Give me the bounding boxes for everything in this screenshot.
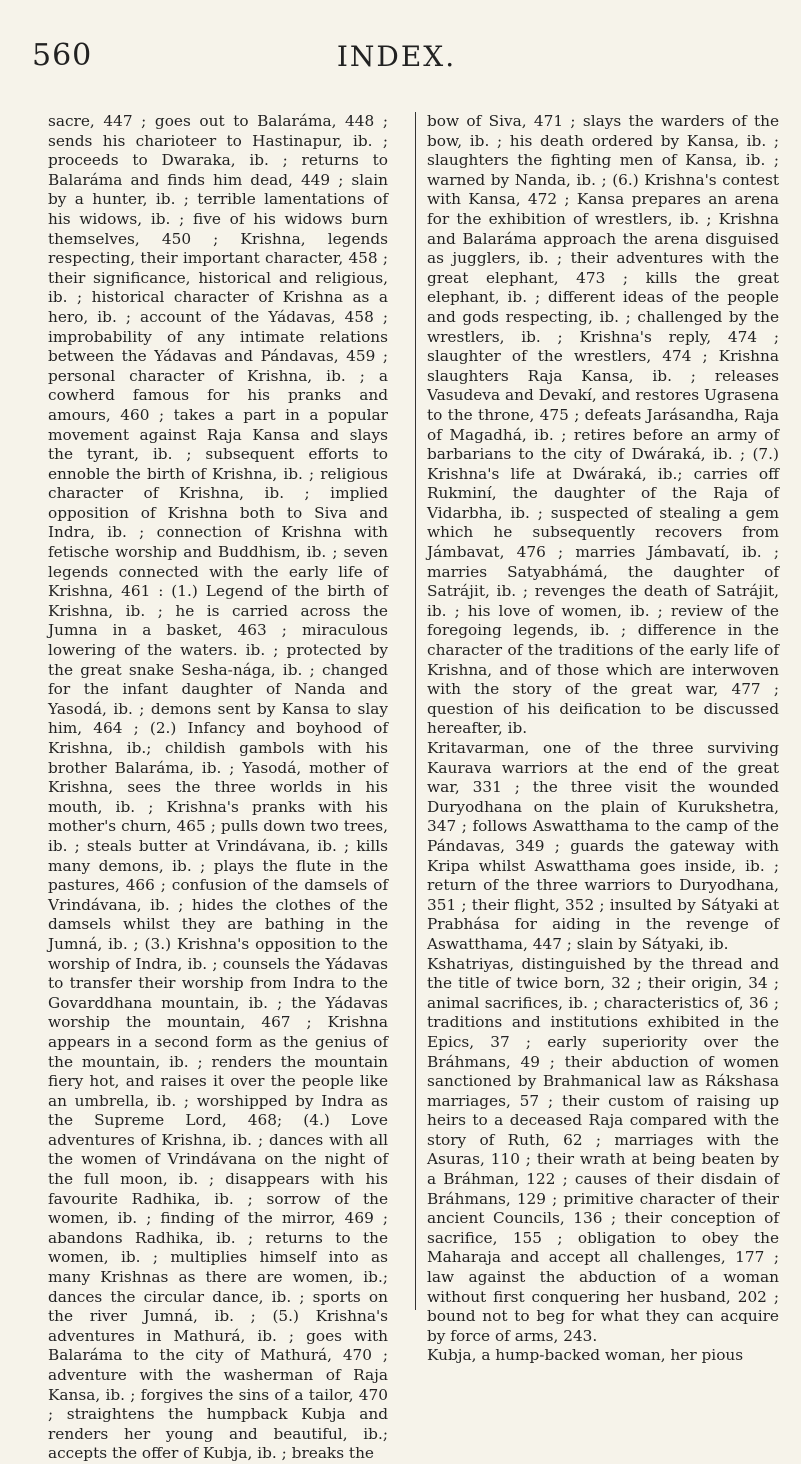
index-entry: Kshatriyas, distinguished by the thread and the title of twice born, 32 ; their origin, 34 ; animal sacrifices, ib. ; characteristics of, 36 ; traditions and institutions exhibited in the Epics, 37 ; early superiority over the Bráhmans, 49 ; their abduction of women sanctioned by Brahmanical law as Rákshasa marriages, 57 ; their custom of raising up heirs to a deceased Raja compared with the story of Ruth, 62 ; marriages with the Asuras, 110 ; their wrath at being beaten by a Bráhman, 122 ; causes of their disdain of Bráhmans, 129 ; primitive character of their ancient Councils, 136 ; their conception of sacrifice, 155 ; obligation to obey the Maharaja and accept all challenges, 177 ; law against the abduction of a woman without first conquering her husband, 202 ; bound not to beg for what they can acquire by force of arms, 243.	[427, 954, 779, 1345]
right-column	[427, 112, 779, 1366]
running-title: INDEX.	[336, 40, 457, 73]
column-divider	[415, 112, 416, 1310]
index-entry: Kubja, a hump-backed woman, her pious	[427, 1346, 744, 1365]
page-header	[28, 38, 765, 78]
index-entry: bow of Siva, 471 ; slays the warders of the bow, ib. ; his death ordered by Kansa, ib. ; slaughters the fighting men of Kansa, ib. ; warned by Nanda, ib. ; (6.) Krishna's contest with Kansa, 472 ; Kansa prepares an arena for the exhibition of wrestlers, ib. ; Krishna and Balaráma approach the arena disguised as jugglers, ib. ; their adventures with the great elephant, 473 ; kills the great elephant, ib. ; different ideas of the people and gods respecting, ib. ; challenged by the wrestlers, ib. ; Krishna's reply, 474 ; slaughter of the wrestlers, 474 ; Krishna slaughters Raja Kansa, ib. ; releases Vasudeva and Devakí, and restores Ugrasena to the throne, 475 ; defeats Jarásandha, Raja of Magadhá, ib. ; retires before an army of barbarians to the city of Dwáraká, ib. ; (7.) Krishna's life at Dwáraká, ib.; carries off Rukminí, the daughter of the Raja of Vidarbha, ib. ; suspected of stealing a gem which he subsequently recovers from Jámbavat, 476 ; marries Jámbavatí, ib. ; marries Satyabhámá, the daughter of Satrájit, ib. ; revenges the death of Satrájit, ib. ; his love of women, ib. ; review of the foregoing legends, ib. ; difference in the character of the traditions of the early life of Krishna, and of those which are interwoven with the story of the great war, 477 ; question of his deification to be discussed hereafter, ib.	[427, 112, 779, 738]
left-column	[48, 112, 388, 1464]
page-number: 560	[32, 38, 93, 73]
index-entry: sacre, 447 ; goes out to Balaráma, 448 ; sends his charioteer to Hastinapur, ib. ; proceeds to Dwaraka, ib. ; returns to Balaráma and finds him dead, 449 ; slain by a hunter, ib. ; terrible lamentations of his widows, ib. ; five of his widows burn themselves, 450 ; Krishna, legends respecting, their important character, 458 ; their significance, historical and religious, ib. ; historical character of Krishna as a hero, ib. ; account of the Yádavas, 458 ; improbability of any intimate relations between the Yádavas and Pándavas, 459 ; personal character of Krishna, ib. ; a cowherd famous for his pranks and amours, 460 ; takes a part in a popular movement against Raja Kansa and slays the tyrant, ib. ; subsequent efforts to ennoble the birth of Krishna, ib. ; religious character of Krishna, ib. ; implied opposition of Krishna both to Siva and Indra, ib. ; connection of Krishna with fetische worship and Buddhism, ib. ; seven legends connected with the early life of Krishna, 461 : (1.) Legend of the birth of Krishna, ib. ; he is carried across the Jumna in a basket, 463 ; miraculous lowering of the waters. ib. ; protected by the great snake Sesha-nága, ib. ; changed for the infant daughter of Nanda and Yasodá, ib. ; demons sent by Kansa to slay him, 464 ; (2.) Infancy and boyhood of Krishna, ib.; childish gambols with his brother Balaráma, ib. ; Yasodá, mother of Krishna, sees the three worlds in his mouth, ib. ; Krishna's pranks with his mother's churn, 465 ; pulls down two trees, ib. ; steals butter at Vrindávana, ib. ; kills many demons, ib. ; plays the flute in the pastures, 466 ; confusion of the damsels of Vrindávana, ib. ; hides the clothes of the damsels whilst they are bathing in the Jumná, ib. ; (3.) Krishna's opposition to the worship of Indra, ib. ; counsels the Yádavas to transfer their worship from Indra to the Govarddhana mountain, ib. ; the Yádavas worship the mountain, 467 ; Krishna appears in a second form as the genius of the mountain, ib. ; renders the mountain fiery hot, and raises it over the people like an umbrella, ib. ; worshipped by Indra as the Supreme Lord, 468; (4.) Love adventures of Krishna, ib. ; dances with all the women of Vrindávana on the night of the full moon, ib. ; disappears with his favourite Radhika, ib. ; sorrow of the women, ib. ; finding of the mirror, 469 ; abandons Radhika, ib. ; returns to the women, ib. ; multiplies himself into as many Krishnas as there are women, ib.; dances the circular dance, ib. ; sports on the river Jumná, ib. ; (5.) Krishna's adventures in Mathurá, ib. ; goes with Balaráma to the city of Mathurá, 470 ; adventure with the washerman of Raja Kansa, ib. ; forgives the sins of a tailor, 470 ; straightens the humpback Kubja and renders her young and beautiful, ib.; accepts the offer of Kubja, ib. ; breaks the	[48, 112, 388, 1463]
index-entry: Kritavarman, one of the three surviving Kaurava warriors at the end of the great war, 331 ; the three visit the wounded Duryodhana on the plain of Kurukshetra, 347 ; follows Aswatthama to the camp of the Pándavas, 349 ; guards the gateway with Kripa whilst Aswatthama goes inside, ib. ; return of the three warriors to Duryodhana, 351 ; their flight, 352 ; insulted by Sátyaki at Prabhása for aiding in the revenge of Aswatthama, 447 ; slain by Sátyaki, ib.	[427, 739, 779, 953]
